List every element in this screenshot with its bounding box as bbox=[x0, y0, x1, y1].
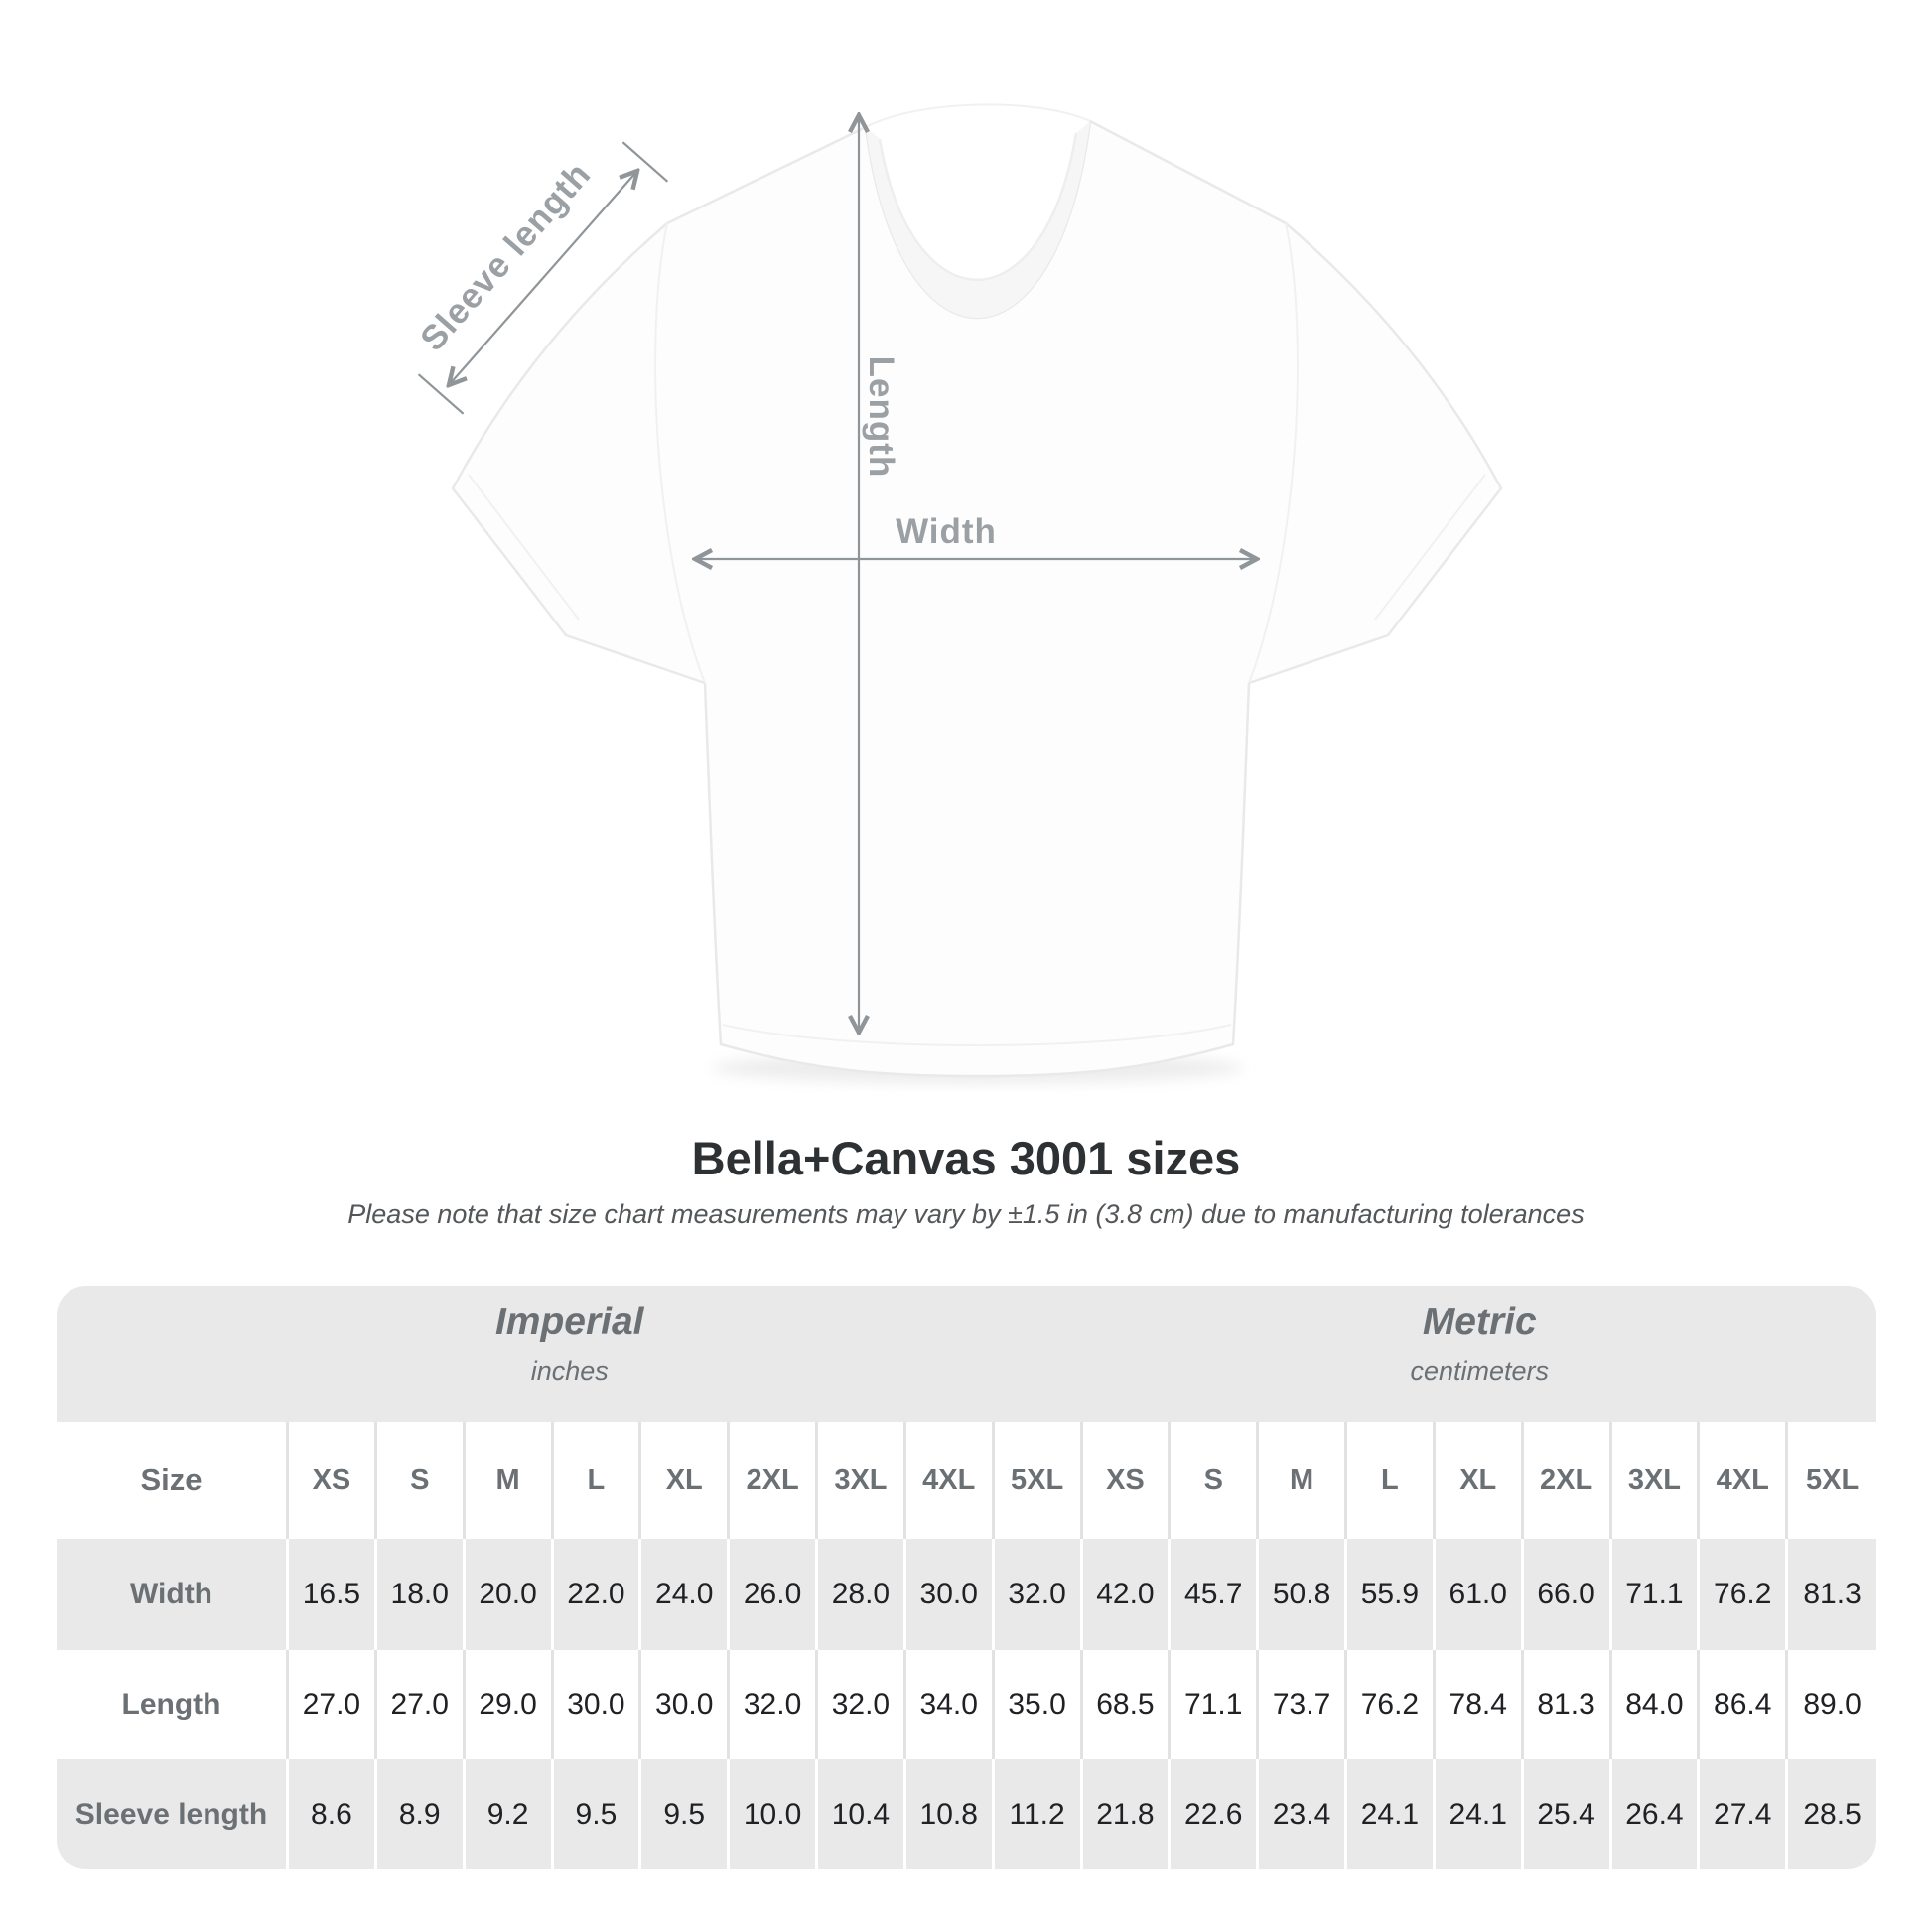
cell-width-metric-XS: 42.0 bbox=[1083, 1539, 1172, 1650]
column-header-imperial-L: L bbox=[554, 1422, 642, 1539]
cell-width-metric-M: 50.8 bbox=[1259, 1539, 1347, 1650]
cell-length-imperial-M: 29.0 bbox=[466, 1650, 554, 1759]
cell-width-imperial-XL: 24.0 bbox=[641, 1539, 730, 1650]
cell-sleeve-length-metric-3XL: 26.4 bbox=[1612, 1759, 1701, 1869]
cell-sleeve-length-imperial-M: 9.2 bbox=[466, 1759, 554, 1869]
cell-sleeve-length-imperial-XL: 9.5 bbox=[641, 1759, 730, 1869]
tshirt-graphic bbox=[453, 121, 1501, 1076]
column-header-imperial-XS: XS bbox=[289, 1422, 377, 1539]
metric-label: Metric bbox=[1422, 1301, 1537, 1343]
cell-length-imperial-XS: 27.0 bbox=[289, 1650, 377, 1759]
column-header-imperial-M: M bbox=[466, 1422, 554, 1539]
cell-length-metric-XS: 68.5 bbox=[1083, 1650, 1172, 1759]
cell-sleeve-length-metric-L: 24.1 bbox=[1347, 1759, 1436, 1869]
cell-sleeve-length-metric-XL: 24.1 bbox=[1436, 1759, 1524, 1869]
cell-length-metric-2XL: 81.3 bbox=[1524, 1650, 1612, 1759]
cell-width-metric-S: 45.7 bbox=[1171, 1539, 1259, 1650]
cell-length-metric-L: 76.2 bbox=[1347, 1650, 1436, 1759]
column-header-imperial-XL: XL bbox=[641, 1422, 730, 1539]
cell-width-imperial-2XL: 26.0 bbox=[730, 1539, 818, 1650]
cell-width-metric-3XL: 71.1 bbox=[1612, 1539, 1701, 1650]
cell-sleeve-length-imperial-L: 9.5 bbox=[554, 1759, 642, 1869]
column-header-size: Size bbox=[57, 1422, 289, 1539]
cell-width-imperial-S: 18.0 bbox=[377, 1539, 466, 1650]
cell-width-imperial-M: 20.0 bbox=[466, 1539, 554, 1650]
width-label: Width bbox=[896, 512, 997, 551]
cell-sleeve-length-metric-4XL: 27.4 bbox=[1700, 1759, 1788, 1869]
cell-length-metric-3XL: 84.0 bbox=[1612, 1650, 1701, 1759]
cell-length-imperial-3XL: 32.0 bbox=[818, 1650, 906, 1759]
cell-length-imperial-4XL: 34.0 bbox=[906, 1650, 995, 1759]
tolerance-note: Please note that size chart measurements may vary by ±1.5 in (3.8 cm) due to manufacturing tolerances bbox=[347, 1199, 1585, 1229]
cell-length-metric-S: 71.1 bbox=[1171, 1650, 1259, 1759]
column-header-imperial-4XL: 4XL bbox=[906, 1422, 995, 1539]
cell-width-metric-4XL: 76.2 bbox=[1700, 1539, 1788, 1650]
cell-sleeve-length-imperial-XS: 8.6 bbox=[289, 1759, 377, 1869]
cell-width-imperial-3XL: 28.0 bbox=[818, 1539, 906, 1650]
cell-length-imperial-L: 30.0 bbox=[554, 1650, 642, 1759]
heading-block bbox=[0, 1132, 1932, 1230]
column-header-metric-L: L bbox=[1347, 1422, 1436, 1539]
cell-width-imperial-L: 22.0 bbox=[554, 1539, 642, 1650]
size-chart-grid bbox=[57, 1286, 1876, 1869]
cell-width-imperial-5XL: 32.0 bbox=[995, 1539, 1083, 1650]
cell-sleeve-length-metric-XS: 21.8 bbox=[1083, 1759, 1172, 1869]
cell-sleeve-length-metric-S: 22.6 bbox=[1171, 1759, 1259, 1869]
cell-width-metric-5XL: 81.3 bbox=[1788, 1539, 1876, 1650]
sleeve-length-label: Sleeve length bbox=[412, 154, 599, 358]
cell-length-imperial-XL: 30.0 bbox=[641, 1650, 730, 1759]
cell-length-metric-XL: 78.4 bbox=[1436, 1650, 1524, 1759]
cell-sleeve-length-imperial-2XL: 10.0 bbox=[730, 1759, 818, 1869]
column-header-metric-M: M bbox=[1259, 1422, 1347, 1539]
column-header-metric-3XL: 3XL bbox=[1612, 1422, 1701, 1539]
cell-sleeve-length-metric-M: 23.4 bbox=[1259, 1759, 1347, 1869]
cell-sleeve-length-metric-2XL: 25.4 bbox=[1524, 1759, 1612, 1869]
cell-sleeve-length-imperial-3XL: 10.4 bbox=[818, 1759, 906, 1869]
cell-sleeve-length-imperial-S: 8.9 bbox=[377, 1759, 466, 1869]
collar-back-seam bbox=[866, 104, 1090, 127]
cell-length-metric-M: 73.7 bbox=[1259, 1650, 1347, 1759]
cell-width-metric-2XL: 66.0 bbox=[1524, 1539, 1612, 1650]
row-label-width: Width bbox=[57, 1539, 289, 1650]
column-header-imperial-3XL: 3XL bbox=[818, 1422, 906, 1539]
cell-sleeve-length-metric-5XL: 28.5 bbox=[1788, 1759, 1876, 1869]
metric-unit-group bbox=[1083, 1286, 1877, 1422]
cell-width-metric-XL: 61.0 bbox=[1436, 1539, 1524, 1650]
cell-length-imperial-5XL: 35.0 bbox=[995, 1650, 1083, 1759]
length-label: Length bbox=[862, 355, 900, 479]
metric-unit: centimeters bbox=[1410, 1356, 1550, 1386]
column-header-metric-S: S bbox=[1171, 1422, 1259, 1539]
cell-sleeve-length-imperial-5XL: 11.2 bbox=[995, 1759, 1083, 1869]
cell-length-metric-5XL: 89.0 bbox=[1788, 1650, 1876, 1759]
sleeve-arrow-tick-bottom bbox=[419, 374, 464, 414]
cell-length-metric-4XL: 86.4 bbox=[1700, 1650, 1788, 1759]
size-chart-table bbox=[57, 1286, 1876, 1869]
cell-width-metric-L: 55.9 bbox=[1347, 1539, 1436, 1650]
column-header-imperial-5XL: 5XL bbox=[995, 1422, 1083, 1539]
row-label-length: Length bbox=[57, 1650, 289, 1759]
column-header-metric-4XL: 4XL bbox=[1700, 1422, 1788, 1539]
cell-sleeve-length-imperial-4XL: 10.8 bbox=[906, 1759, 995, 1869]
column-header-metric-2XL: 2XL bbox=[1524, 1422, 1612, 1539]
column-header-metric-XL: XL bbox=[1436, 1422, 1524, 1539]
page-title: Bella+Canvas 3001 sizes bbox=[691, 1132, 1241, 1184]
sleeve-arrow-tick-top bbox=[622, 142, 667, 182]
cell-length-imperial-2XL: 32.0 bbox=[730, 1650, 818, 1759]
column-header-imperial-S: S bbox=[377, 1422, 466, 1539]
column-header-imperial-2XL: 2XL bbox=[730, 1422, 818, 1539]
column-header-metric-5XL: 5XL bbox=[1788, 1422, 1876, 1539]
cell-length-imperial-S: 27.0 bbox=[377, 1650, 466, 1759]
imperial-label: Imperial bbox=[494, 1301, 644, 1343]
cell-width-imperial-4XL: 30.0 bbox=[906, 1539, 995, 1650]
imperial-unit-group bbox=[57, 1286, 1083, 1422]
cell-width-imperial-XS: 16.5 bbox=[289, 1539, 377, 1650]
row-label-sleeve-length: Sleeve length bbox=[57, 1759, 289, 1869]
imperial-unit: inches bbox=[530, 1356, 609, 1386]
column-header-metric-XS: XS bbox=[1083, 1422, 1172, 1539]
